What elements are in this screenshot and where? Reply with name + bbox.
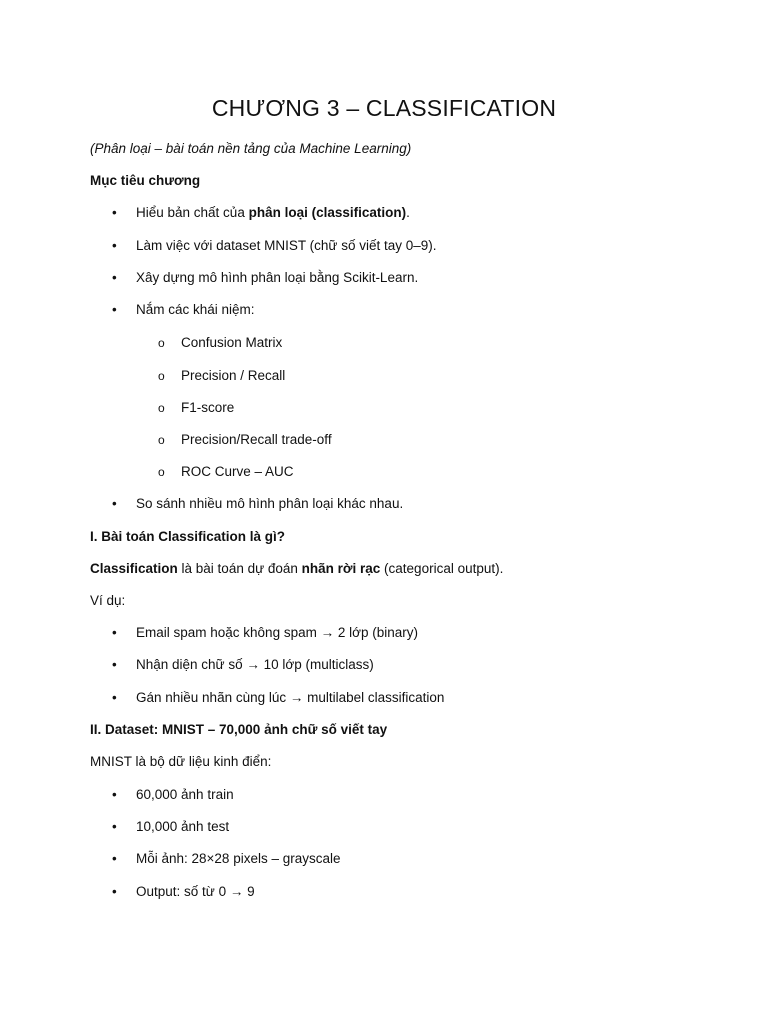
- definition-text-end: (categorical output).: [380, 561, 504, 576]
- definition-term: Classification: [90, 561, 178, 576]
- mnist-item: 60,000 ảnh train: [136, 787, 234, 802]
- section-heading-2: II. Dataset: MNIST – 70,000 ảnh chữ số viết tay: [90, 722, 388, 737]
- bullet-icon: [112, 818, 117, 836]
- example-label: Ví dụ:: [90, 593, 126, 608]
- objective-text: Hiểu bản chất của: [136, 205, 249, 220]
- circle-bullet-icon: o: [158, 369, 165, 383]
- concept-item: Precision/Recall trade-off: [181, 432, 332, 447]
- objective-item: Nắm các khái niệm:: [136, 302, 255, 317]
- definition-bold-text: nhãn rời rạc: [301, 561, 381, 576]
- bullet-icon: [112, 495, 117, 513]
- concept-item: ROC Curve – AUC: [181, 464, 294, 479]
- concept-item: Precision / Recall: [181, 368, 286, 383]
- example-item: Email spam hoặc không spam → 2 lớp (binary): [136, 625, 418, 640]
- bullet-icon: [112, 656, 117, 674]
- example-item: Nhận diện chữ số → 10 lớp (multiclass): [136, 657, 374, 672]
- bullet-icon: [112, 624, 117, 642]
- section-heading-1: I. Bài toán Classification là gì?: [90, 529, 286, 544]
- mnist-item: 10,000 ảnh test: [136, 819, 230, 834]
- bullet-icon: [112, 689, 117, 707]
- example-item: Gán nhiều nhãn cùng lúc → multilabel classification: [136, 690, 445, 705]
- concept-item: F1-score: [181, 400, 235, 415]
- circle-bullet-icon: o: [158, 465, 165, 479]
- circle-bullet-icon: o: [158, 401, 165, 415]
- objectives-heading: Mục tiêu chương: [90, 173, 201, 188]
- objective-item: So sánh nhiều mô hình phân loại khác nhau.: [136, 496, 404, 511]
- bullet-icon: [112, 301, 117, 319]
- bullet-icon: [112, 269, 117, 287]
- objective-item: Làm việc với dataset MNIST (chữ số viết tay 0–9).: [136, 238, 437, 253]
- chapter-subtitle: (Phân loại – bài toán nền tảng của Machine Learning): [90, 141, 412, 156]
- definition-paragraph: [90, 560, 503, 578]
- mnist-intro: MNIST là bộ dữ liệu kinh điển:: [90, 754, 272, 769]
- circle-bullet-icon: o: [158, 433, 165, 447]
- objective-item: Xây dựng mô hình phân loại bằng Scikit-Learn.: [136, 270, 419, 285]
- chapter-title: CHƯƠNG 3 – CLASSIFICATION: [211, 95, 557, 121]
- definition-text: là bài toán dự đoán: [177, 561, 302, 576]
- bullet-icon: [112, 850, 117, 868]
- bullet-icon: [112, 204, 117, 222]
- mnist-item: Output: số từ 0 → 9: [136, 884, 255, 899]
- mnist-item: Mỗi ảnh: 28×28 pixels – grayscale: [136, 851, 341, 866]
- bullet-icon: [112, 237, 117, 255]
- objective-bold-text: phân loại (classification): [248, 205, 407, 220]
- bullet-icon: [112, 786, 117, 804]
- concept-item: Confusion Matrix: [181, 335, 283, 350]
- objective-item: [136, 204, 410, 222]
- circle-bullet-icon: o: [158, 336, 165, 350]
- objective-text-end: .: [406, 205, 410, 220]
- bullet-icon: [112, 883, 117, 901]
